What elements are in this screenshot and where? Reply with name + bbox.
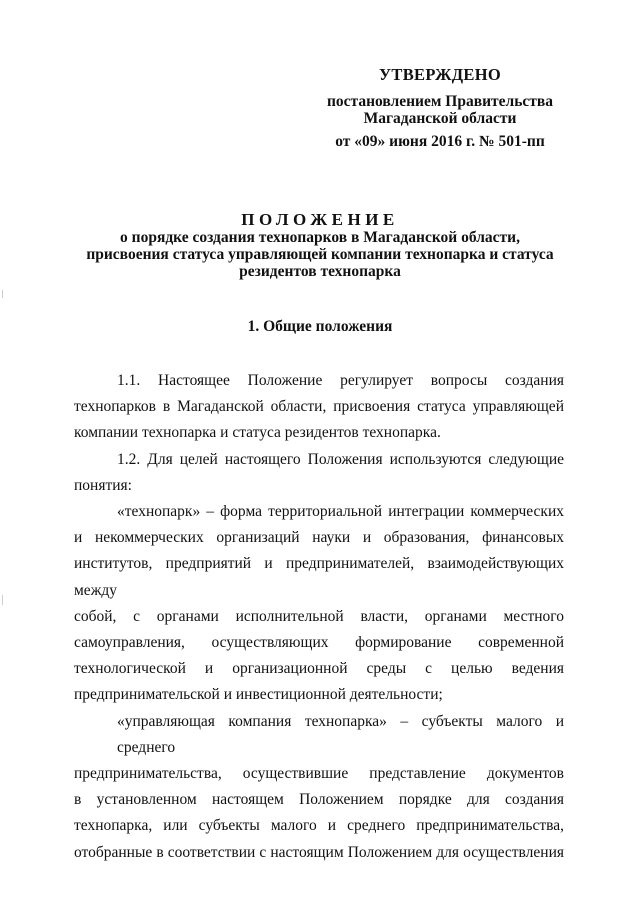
approval-block <box>320 66 560 150</box>
body-text-line: предпринимательской и инвестиционной деятельности; <box>74 686 443 704</box>
body-text-line: предпринимательства, осуществившие представление документов <box>74 765 564 783</box>
subtitle-line-3: резидентов технопарка <box>239 263 401 280</box>
body-text-line: в установленном настоящем Положением порядке для создания <box>74 791 564 809</box>
body-text-line: и некоммерческих организаций науки и образования, финансовых <box>74 529 564 547</box>
document-title: ПОЛОЖЕНИЕ <box>241 210 399 229</box>
subtitle-line-1: о порядке создания технопарков в Магаданской области, <box>120 229 520 246</box>
body-text-line: «управляющая компания технопарка» – субъекты малого и среднего <box>117 712 564 756</box>
body-text-line: понятия: <box>74 476 132 494</box>
body-text-line: собой, с органами исполнительной власти, органами местного <box>74 607 564 625</box>
scan-margin-mark <box>2 290 3 298</box>
scan-margin-mark <box>2 595 3 605</box>
approval-heading: УТВЕРЖДЕНО <box>379 65 501 84</box>
body-text-line: 1.1. Настоящее Положение регулирует вопросы создания <box>117 372 564 389</box>
approval-line-1: постановлением Правительства <box>326 93 554 110</box>
subtitle-line-2: присвоения статуса управляющей компании технопарка и статуса <box>86 246 554 263</box>
section-title: 1. Общие положения <box>247 318 393 335</box>
body-text-line: институтов, предприятий и предпринимателей, взаимодействующих между <box>74 555 564 599</box>
approval-line-3: от «09» июня 2016 г. № 501-пп <box>335 133 545 150</box>
body-text-line: технопарка, или субъекты малого и среднего предпринимательства, <box>74 817 564 835</box>
body-text-line: технопарков в Магаданской области, присвоения статуса управляющей <box>74 398 564 416</box>
section-body <box>74 368 564 866</box>
body-text-line: 1.2. Для целей настоящего Положения используются следующие <box>117 450 564 468</box>
body-text-line: «технопарк» – форма территориальной интеграции коммерческих <box>117 503 564 521</box>
body-text-line: технологической и организационной среды с целью ведения <box>74 660 564 678</box>
body-text-line: компании технопарка и статуса резидентов технопарка. <box>74 424 441 442</box>
body-text-line: самоуправления, осуществляющих формирование современной <box>74 634 564 652</box>
document-subtitle <box>60 229 580 280</box>
approval-line-2: Магаданской области <box>363 110 517 127</box>
body-text-line: отобранные в соответствии с настоящим Положением для осуществления <box>74 843 564 861</box>
